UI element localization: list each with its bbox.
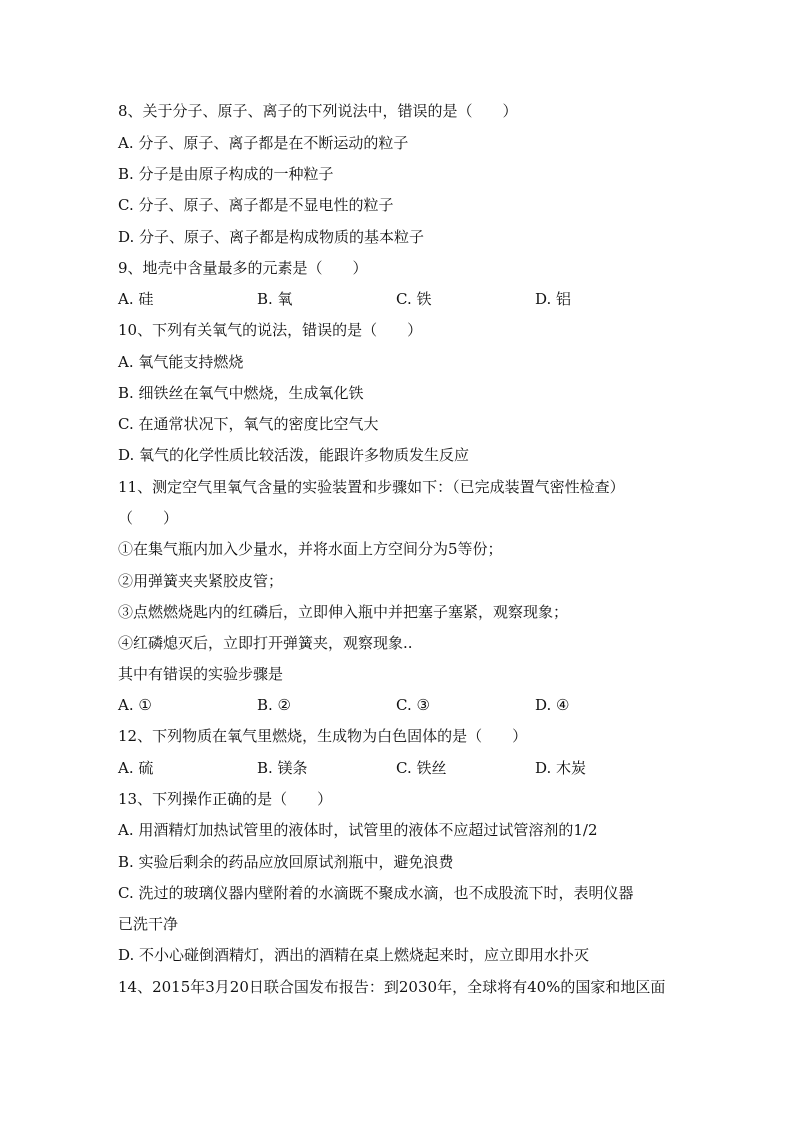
q8-stem: 8、关于分子、原子、离子的下列说法中，错误的是（ ） xyxy=(118,102,518,120)
q12-stem: 12、下列物质在氧气里燃烧，生成物为白色固体的是（ ） xyxy=(118,727,528,745)
q11-option-d: D. ④ xyxy=(535,696,570,714)
q10-option-d: D. 氧气的化学性质比较活泼，能跟许多物质发生反应 xyxy=(118,446,470,464)
q9-option-a: A. 硅 xyxy=(118,290,154,308)
q13-option-d: D. 不小心碰倒酒精灯，洒出的酒精在桌上燃烧起来时，应立即用水扑灭 xyxy=(118,946,590,964)
q11-stem: 11、测定空气里氧气含量的实验装置和步骤如下：（已完成装置气密性检查） xyxy=(118,478,625,496)
q9-option-c: C. 铁 xyxy=(396,290,432,308)
q10-option-b: B. 细铁丝在氧气中燃烧，生成氧化铁 xyxy=(118,384,364,402)
q13-option-c-continued: 已洗干净 xyxy=(118,915,179,933)
q11-step-1: ①在集气瓶内加入少量水，并将水面上方空间分为5等份； xyxy=(118,540,503,558)
q10-option-c: C. 在通常状况下，氧气的密度比空气大 xyxy=(118,415,379,433)
q8-option-b: B. 分子是由原子构成的一种粒子 xyxy=(118,165,334,183)
q9-option-d: D. 铝 xyxy=(535,290,572,308)
q11-step-4: ④红磷熄灭后，立即打开弹簧夹，观察现象.. xyxy=(118,634,413,652)
q12-option-b: B. 镁条 xyxy=(257,759,308,777)
q12-option-d: D. 木炭 xyxy=(535,759,587,777)
q12-option-c: C. 铁丝 xyxy=(396,759,447,777)
q11-option-c: C. ③ xyxy=(396,696,430,714)
q13-option-b: B. 实验后剩余的药品应放回原试剂瓶中，避免浪费 xyxy=(118,853,454,871)
q11-option-a: A. ① xyxy=(118,696,152,714)
q11-question: 其中有错误的实验步骤是 xyxy=(118,665,284,683)
q11-step-2: ②用弹簧夹夹紧胶皮管； xyxy=(118,572,284,590)
q11-step-3: ③点燃燃烧匙内的红磷后，立即伸入瓶中并把塞子塞紧，观察现象； xyxy=(118,603,569,621)
q10-option-a: A. 氧气能支持燃烧 xyxy=(118,353,244,371)
q10-stem: 10、下列有关氧气的说法，错误的是（ ） xyxy=(118,321,423,339)
q11-option-b: B. ② xyxy=(257,696,292,714)
q9-stem: 9、地壳中含量最多的元素是（ ） xyxy=(118,259,368,277)
q13-option-a: A. 用酒精灯加热试管里的液体时，试管里的液体不应超过试管溶剂的1/2 xyxy=(118,821,598,839)
q9-option-b: B. 氧 xyxy=(257,290,293,308)
q14-stem: 14、2015年3月20日联合国发布报告：到2030年，全球将有40%的国家和地区面 xyxy=(118,978,666,996)
q13-option-c: C. 洗过的玻璃仪器内壁附着的水滴既不聚成水滴，也不成股流下时，表明仪器 xyxy=(118,884,634,902)
q8-option-a: A. 分子、原子、离子都是在不断运动的粒子 xyxy=(118,134,409,152)
q8-option-d: D. 分子、原子、离子都是构成物质的基本粒子 xyxy=(118,228,425,246)
q11-stem-continued: （ ） xyxy=(118,509,179,527)
q13-stem: 13、下列操作正确的是（ ） xyxy=(118,790,333,808)
q8-option-c: C. 分子、原子、离子都是不显电性的粒子 xyxy=(118,196,394,214)
q12-option-a: A. 硫 xyxy=(118,759,154,777)
